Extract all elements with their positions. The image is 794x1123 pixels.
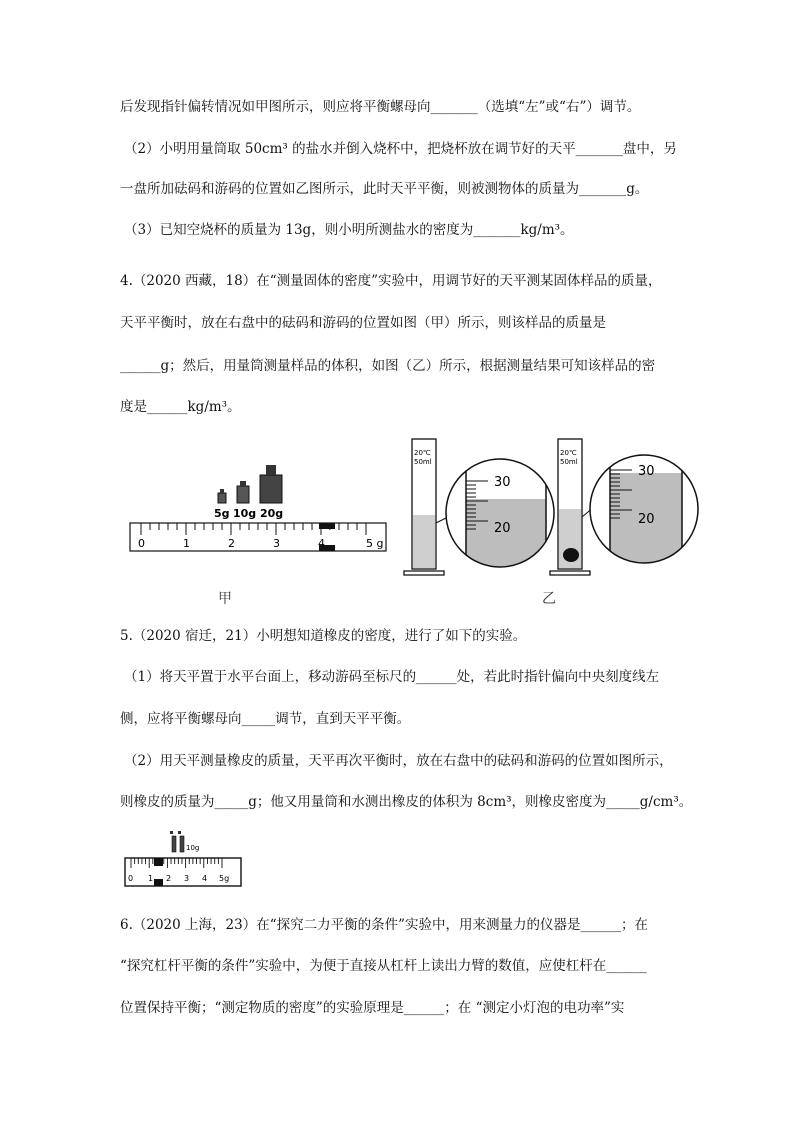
- text-line-10: （1）将天平置于水平台面上，移动游码至标尺的______处，若此时指针偏向中央刻度线左: [124, 669, 660, 685]
- text-line-1: 后发现指针偏转情况如甲图所示，则应将平衡螺母向_______（选填“左”或“右”）调节。: [120, 99, 641, 115]
- text-line-4: （3）已知空烧杯的质量为 13g，则小明所测盐水的密度为_______kg/m³。: [124, 222, 574, 238]
- weight-label-20g: 20g: [260, 507, 284, 520]
- figure-balance-ruler-q5: [122, 828, 246, 890]
- ruler-q5-tick-3: 3: [184, 874, 190, 883]
- text-line-2: （2）小明用量筒取 50cm³ 的盐水并倒入烧杯中，把烧杯放在调节好的天平_______盘中，另: [124, 141, 677, 157]
- text-line-9: 5.（2020 宿迁，21）小明想知道橡皮的密度，进行了如下的实验。: [120, 628, 527, 644]
- ruler-q5-tick-0: 0: [128, 874, 134, 883]
- zoom-2-mark-30: 30: [638, 464, 655, 479]
- weight-5g: [218, 489, 226, 503]
- weight-10g: [237, 481, 249, 503]
- ruler-q5-tick-2: 2: [166, 874, 172, 883]
- text-line-16: 位置保持平衡；“测定物质的密度”的实验原理是______；在 “测定小灯泡的电功率”实: [120, 1000, 625, 1016]
- ruler-tick-2: 2: [228, 537, 235, 550]
- weight-20g: [260, 465, 282, 503]
- text-line-11: 侧，应将平衡螺母向_____调节，直到天平平衡。: [120, 711, 411, 727]
- ruler-tick-1: 1: [183, 537, 190, 550]
- text-line-13: 则橡皮的质量为_____g；他又用量筒和水测出橡皮的体积为 8cm³，则橡皮密度为_____g/cm³。: [120, 794, 693, 810]
- figure-cylinders-yi: [398, 433, 700, 581]
- ruler-q5-tick-1: 1: [148, 874, 154, 883]
- rider-q5-bottom: [154, 879, 163, 886]
- zoom-2-mark-20: 20: [638, 512, 655, 527]
- cylinder-2-temp: 20℃: [560, 449, 577, 457]
- weight-label-5g: 5g: [214, 507, 230, 520]
- zoom-1-mark-30: 30: [494, 475, 511, 490]
- text-line-3: 一盘所加砝码和游码的位置如乙图所示，此时天平平衡，则被测物体的质量为_______g。: [120, 181, 649, 197]
- caption-jia: 甲: [218, 591, 232, 607]
- sample-object: [563, 548, 579, 562]
- cylinder-1-vol: 50ml: [414, 458, 432, 466]
- text-line-14: 6.（2020 上海，23）在“探究二力平衡的条件”实验中，用来测量力的仪器是______；在: [120, 917, 649, 933]
- ruler-tick-4: 4: [318, 537, 325, 550]
- text-line-5: 4.（2020 西藏，18）在“测量固体的密度”实验中，用调节好的天平测某固体样品的质量，: [120, 273, 662, 289]
- text-line-6: 天平平衡时，放在右盘中的砝码和游码的位置如图（甲）所示，则该样品的质量是: [120, 315, 606, 331]
- cylinder-2-vol: 50ml: [560, 458, 578, 466]
- ruler-tick-0: 0: [138, 537, 145, 550]
- weight-label-10g-q5: 10g: [186, 844, 200, 852]
- rider-q5-top: [154, 858, 163, 866]
- text-line-8: 度是______kg/m³。: [120, 399, 241, 415]
- zoom-1-mark-20: 20: [494, 521, 511, 536]
- ruler-tick-5: 5 g: [366, 537, 384, 550]
- zoom-circle-2: [590, 455, 698, 565]
- rider-top: [319, 523, 335, 529]
- ruler-q5-tick-5: 5g: [219, 874, 230, 883]
- ruler-tick-3: 3: [273, 537, 280, 550]
- cylinder-2: [550, 439, 594, 575]
- weight-pair: [170, 831, 184, 852]
- zoom-circle-1: [446, 459, 554, 569]
- cylinder-1-temp: 20℃: [414, 449, 431, 457]
- text-line-12: （2）用天平测量橡皮的质量，天平再次平衡时，放在右盘中的砝码和游码的位置如图所示，: [124, 753, 673, 769]
- ruler-q5-tick-4: 4: [202, 874, 208, 883]
- text-line-7: ______g；然后，用量筒测量样品的体积，如图（乙）所示，根据测量结果可知该样品的密: [120, 358, 656, 374]
- caption-yi: 乙: [542, 591, 556, 607]
- text-line-15: “探究杠杆平衡的条件”实验中，为便于直接从杠杆上读出力臂的数值，应使杠杆在______: [120, 958, 647, 974]
- figure-balance-ruler-jia: [126, 455, 391, 555]
- weight-label-10g: 10g: [233, 507, 257, 520]
